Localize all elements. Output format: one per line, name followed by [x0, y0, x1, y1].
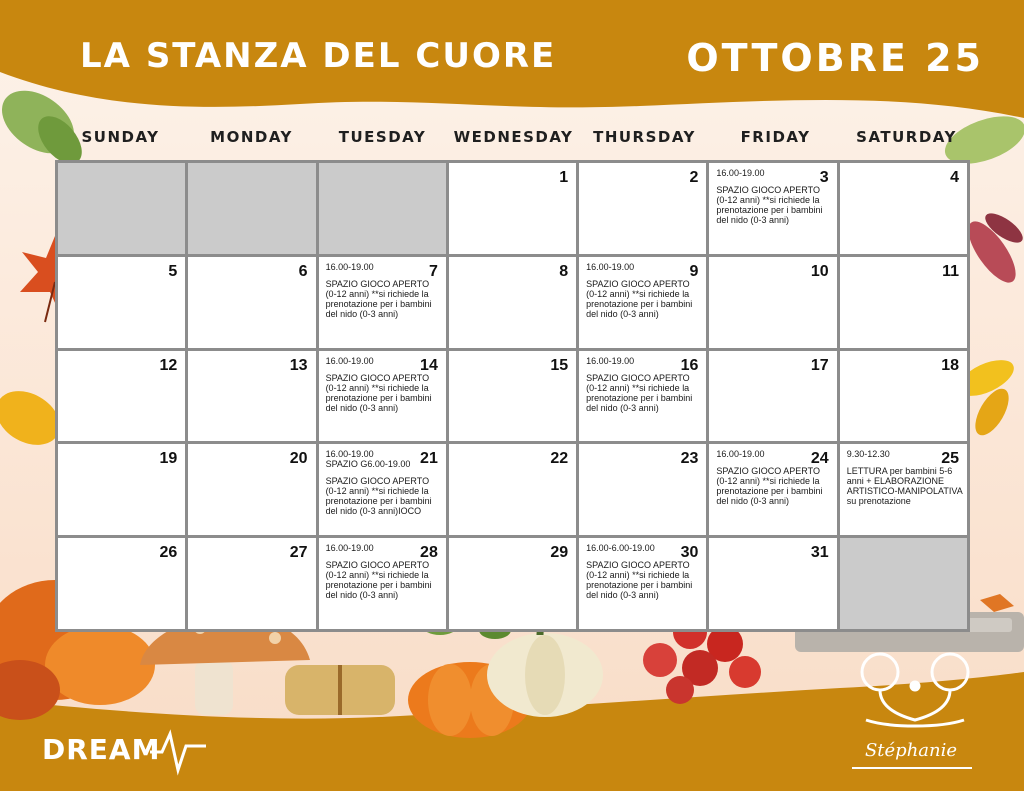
- day-number: 19: [159, 450, 178, 468]
- day-cell-20[interactable]: [188, 444, 315, 535]
- event-description: LETTURA per bambini 5-6 anni + ELABORAZIONE ARTISTICO-MANIPOLATIVA su prenotazione: [846, 466, 963, 507]
- event-description: SPAZIO GIOCO APERTO (0-12 anni) **si richiede la prenotazione per i bambini del nido (0-3 anni): [325, 560, 432, 601]
- event-time: 16.00-19.00 SPAZIO G6.00-19.00: [325, 449, 411, 470]
- event-time: 16.00-19.00: [716, 168, 765, 178]
- day-cell-12[interactable]: [58, 351, 185, 442]
- event-time: 16.00-19.00: [586, 355, 635, 366]
- day-cell-18[interactable]: [840, 351, 967, 442]
- event-note: [326, 543, 442, 600]
- day-number: 12: [159, 356, 178, 374]
- day-number: 26: [159, 544, 178, 562]
- day-number: 14: [420, 356, 438, 374]
- day-number: 18: [941, 356, 959, 374]
- event-note: [326, 449, 442, 516]
- day-cell-15[interactable]: [449, 351, 576, 442]
- day-number: 3: [819, 169, 829, 186]
- empty-day-cell[interactable]: [319, 163, 446, 254]
- day-cell-31[interactable]: [709, 538, 836, 629]
- event-time: 16.00-19.00: [325, 355, 374, 366]
- day-number: 27: [289, 544, 308, 562]
- day-cell-25[interactable]: [840, 444, 967, 535]
- day-cell-26[interactable]: [58, 538, 185, 629]
- weekday-saturday: SATURDAY: [856, 128, 957, 146]
- day-number: 20: [289, 450, 308, 468]
- event-time: 16.00-19.00: [716, 449, 765, 460]
- weekday-sunday: SUNDAY: [81, 128, 160, 146]
- day-number: 23: [680, 450, 699, 468]
- calendar-title: LA STANZA DEL CUORE: [80, 36, 557, 76]
- day-number: 28: [420, 544, 438, 562]
- day-number: 13: [289, 356, 308, 374]
- day-cell-3[interactable]: [709, 163, 836, 254]
- weekday-tuesday: TUESDAY: [338, 128, 427, 146]
- month-label: OTTOBRE 25: [686, 36, 984, 80]
- weekday-monday: MONDAY: [210, 128, 293, 146]
- event-time: 16.00-19.00: [325, 543, 374, 554]
- day-number: 17: [810, 356, 829, 374]
- day-cell-28[interactable]: [319, 538, 446, 629]
- event-note: [716, 168, 832, 225]
- dream-brand: DREAM: [42, 733, 161, 766]
- day-cell-2[interactable]: [579, 163, 706, 254]
- day-number: 4: [950, 169, 959, 186]
- event-description: SPAZIO GIOCO APERTO (0-12 anni) **si richiede la prenotazione per i bambini del nido (0-3 anni): [716, 466, 823, 507]
- event-time: 9.30-12.30: [846, 449, 890, 460]
- day-cell-10[interactable]: [709, 257, 836, 348]
- empty-day-cell[interactable]: [840, 538, 967, 629]
- day-cell-19[interactable]: [58, 444, 185, 535]
- event-note: [586, 543, 702, 600]
- day-cell-23[interactable]: [579, 444, 706, 535]
- day-cell-27[interactable]: [188, 538, 315, 629]
- day-cell-16[interactable]: [579, 351, 706, 442]
- event-note: [326, 356, 442, 413]
- event-note: [716, 449, 832, 506]
- day-cell-24[interactable]: [709, 444, 836, 535]
- event-description: SPAZIO GIOCO APERTO (0-12 anni) **si richiede la prenotazione per i bambini del nido (0-3 anni): [586, 278, 693, 319]
- event-description: SPAZIO GIOCO APERTO (0-12 anni) **si richiede la prenotazione per i bambini del nido (0-3 anni): [586, 372, 693, 413]
- day-number: 25: [941, 450, 959, 468]
- weekday-wednesday: WEDNESDAY: [453, 128, 574, 146]
- day-cell-13[interactable]: [188, 351, 315, 442]
- day-cell-22[interactable]: [449, 444, 576, 535]
- event-description: SPAZIO GIOCO APERTO (0-12 anni) **si richiede la prenotazione per i bambini del nido (0-3 anni)IOCO: [325, 476, 432, 517]
- event-note: [326, 262, 442, 319]
- day-number: 11: [942, 262, 959, 280]
- event-note: [847, 449, 963, 506]
- day-cell-9[interactable]: [579, 257, 706, 348]
- day-number: 16: [680, 356, 699, 374]
- day-number: 29: [550, 544, 569, 562]
- day-number: 31: [810, 544, 829, 562]
- empty-day-cell[interactable]: [58, 163, 185, 254]
- day-cell-4[interactable]: [840, 163, 967, 254]
- day-number: 22: [550, 450, 569, 468]
- empty-day-cell[interactable]: [188, 163, 315, 254]
- day-number: 6: [298, 262, 308, 280]
- day-number: 24: [810, 450, 829, 468]
- event-time: 16.00-19.00: [325, 261, 374, 272]
- event-note: [586, 356, 702, 413]
- day-cell-17[interactable]: [709, 351, 836, 442]
- event-description: SPAZIO GIOCO APERTO (0-12 anni) **si richiede la prenotazione per i bambini del nido (0-3 anni): [325, 278, 432, 319]
- day-number: 7: [428, 262, 438, 280]
- day-number: 2: [689, 169, 699, 186]
- day-number: 1: [559, 169, 569, 186]
- logo-name: Stéphanie: [864, 740, 958, 761]
- hay-bale-icon: [285, 665, 395, 715]
- day-cell-29[interactable]: [449, 538, 576, 629]
- weekday-friday: FRIDAY: [740, 128, 811, 146]
- day-number: 8: [559, 262, 569, 280]
- day-cell-11[interactable]: [840, 257, 967, 348]
- day-number: 21: [420, 450, 438, 468]
- day-cell-8[interactable]: [449, 257, 576, 348]
- day-cell-7[interactable]: [319, 257, 446, 348]
- event-note: [586, 262, 702, 319]
- day-cell-6[interactable]: [188, 257, 315, 348]
- event-time: 16.00-19.00: [586, 261, 635, 272]
- weekday-thursday: THURSDAY: [593, 128, 696, 146]
- event-time: 16.00-6.00-19.00: [586, 543, 655, 554]
- day-cell-5[interactable]: [58, 257, 185, 348]
- day-cell-14[interactable]: [319, 351, 446, 442]
- day-number: 10: [810, 262, 829, 280]
- event-description: SPAZIO GIOCO APERTO (0-12 anni) **si richiede la prenotazione per i bambini del nido (0-3 anni): [325, 372, 432, 413]
- day-number: 9: [689, 262, 699, 280]
- day-cell-1[interactable]: [449, 163, 576, 254]
- day-number: 15: [550, 356, 569, 374]
- event-description: SPAZIO GIOCO APERTO (0-12 anni) **si richiede la prenotazione per i bambini del nido (0-3 anni): [586, 560, 693, 601]
- event-description: SPAZIO GIOCO APERTO (0-12 anni) **si richiede la prenotazione per i bambini del nido (0-3 anni): [716, 185, 823, 225]
- day-cell-30[interactable]: [579, 538, 706, 629]
- calendar-grid: [55, 160, 970, 632]
- day-cell-21[interactable]: [319, 444, 446, 535]
- day-number: 5: [168, 262, 178, 280]
- day-number: 30: [680, 544, 699, 562]
